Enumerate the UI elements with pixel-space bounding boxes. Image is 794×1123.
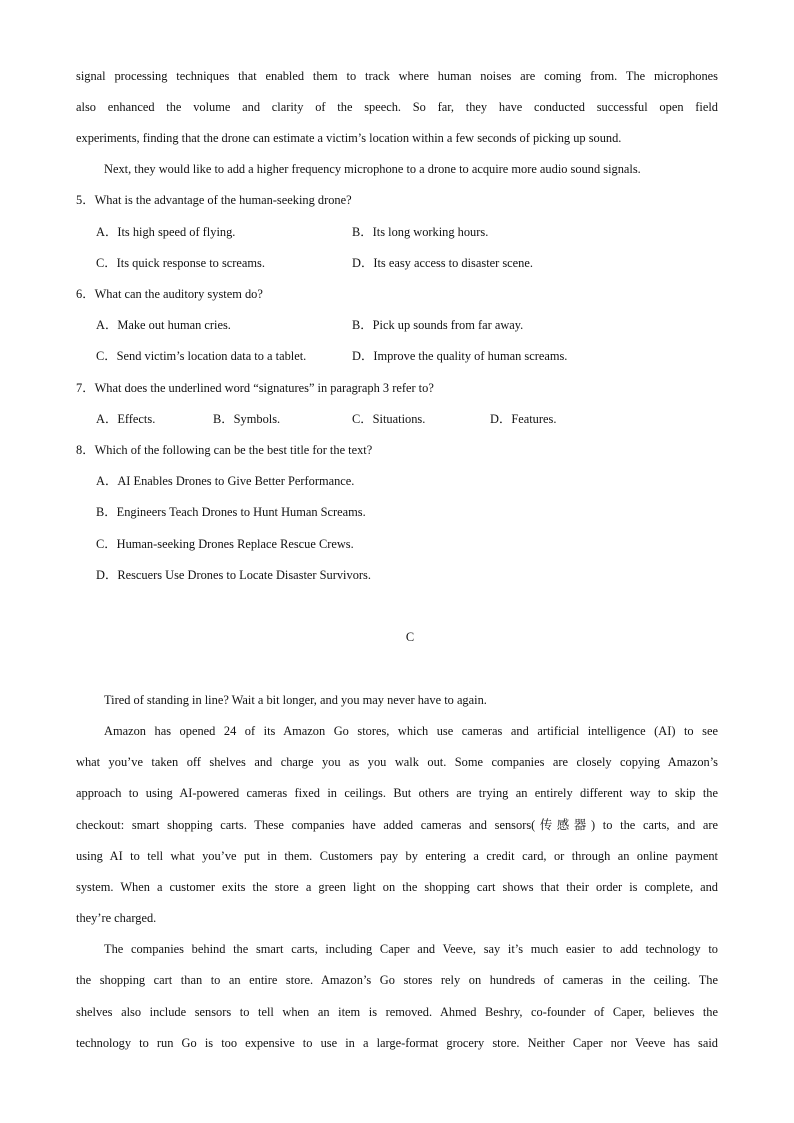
section-c-paragraph-1: Tired of standing in line? Wait a bit longer, and you may never have to again. xyxy=(104,693,487,707)
question-8-option-a[interactable]: A．AI Enables Drones to Give Better Performance. xyxy=(96,474,355,488)
question-5-option-a[interactable]: A．Its high speed of flying. xyxy=(96,225,236,239)
section-c-p2-line-2: what you’ve taken off shelves and charge you as you walk out. Some companies are closely copying Amazon’s xyxy=(76,755,718,769)
section-c-heading: C xyxy=(405,630,415,644)
question-7-option-a[interactable]: A．Effects. xyxy=(96,412,156,426)
question-8-stem: 8．Which of the following can be the best title for the text? xyxy=(76,443,373,457)
section-c-p2-line-6: system. When a customer exits the store a green light on the shopping cart shows that their order is complete, and xyxy=(76,880,718,894)
section-c-p3-line-2: the shopping cart than to an entire store. Amazon’s Go stores rely on hundreds of cameras in the ceiling. The xyxy=(76,973,718,987)
section-c-p2-line-3: approach to using AI-powered cameras fixed in ceilings. But others are trying an entirely different way to skip the xyxy=(76,786,718,800)
question-8-option-b[interactable]: B．Engineers Teach Drones to Hunt Human Screams. xyxy=(96,505,366,519)
question-5-option-c[interactable]: C．Its quick response to screams. xyxy=(96,256,265,270)
question-7-option-c[interactable]: C．Situations. xyxy=(352,412,426,426)
section-c-p3-line-3: shelves also include sensors to tell when an item is removed. Ahmed Beshry, co-founder of Caper, believes the xyxy=(76,1005,718,1019)
question-7-option-b[interactable]: B．Symbols. xyxy=(213,412,281,426)
question-5-option-b[interactable]: B．Its long working hours. xyxy=(352,225,489,239)
section-c-p2-line-1: Amazon has opened 24 of its Amazon Go stores, which use cameras and artificial intelligence (AI) to see xyxy=(104,724,718,738)
passage-b-line-3: experiments, finding that the drone can estimate a victim’s location within a few seconds of picking up sound. xyxy=(76,131,622,145)
question-6-option-c[interactable]: C．Send victim’s location data to a tablet. xyxy=(96,349,307,363)
section-c-p2-line-7: they’re charged. xyxy=(76,911,157,925)
section-c-p2-line-4: checkout: smart shopping carts. These companies have added cameras and sensors(传感器) to the carts, and are xyxy=(76,818,718,832)
passage-b-paragraph-2: Next, they would like to add a higher frequency microphone to a drone to acquire more audio sound signals. xyxy=(104,162,641,176)
question-6-stem: 6．What can the auditory system do? xyxy=(76,287,263,301)
question-5-option-d[interactable]: D．Its easy access to disaster scene. xyxy=(352,256,533,270)
question-6-option-b[interactable]: B．Pick up sounds from far away. xyxy=(352,318,524,332)
section-c-p2-line-5: using AI to tell what you’ve put in them. Customers pay by entering a credit card, or through an online payment xyxy=(76,849,718,863)
section-c-p3-line-4: technology to run Go is too expensive to use in a large-format grocery store. Neither Caper nor Veeve has said xyxy=(76,1036,718,1050)
passage-b-line-1: signal processing techniques that enabled them to track where human noises are coming from. The microphones xyxy=(76,69,718,83)
question-8-option-d[interactable]: D．Rescuers Use Drones to Locate Disaster Survivors. xyxy=(96,568,371,582)
question-5-stem: 5．What is the advantage of the human-seeking drone? xyxy=(76,193,352,207)
section-c-p3-line-1: The companies behind the smart carts, including Caper and Veeve, say it’s much easier to add technology to xyxy=(104,942,718,956)
question-6-option-a[interactable]: A．Make out human cries. xyxy=(96,318,231,332)
question-8-option-c[interactable]: C．Human-seeking Drones Replace Rescue Crews. xyxy=(96,537,354,551)
question-7-stem: 7．What does the underlined word “signatures” in paragraph 3 refer to? xyxy=(76,381,434,395)
question-6-option-d[interactable]: D．Improve the quality of human screams. xyxy=(352,349,568,363)
passage-b-line-2: also enhanced the volume and clarity of the speech. So far, they have conducted successful open field xyxy=(76,100,718,114)
question-7-option-d[interactable]: D．Features. xyxy=(490,412,557,426)
